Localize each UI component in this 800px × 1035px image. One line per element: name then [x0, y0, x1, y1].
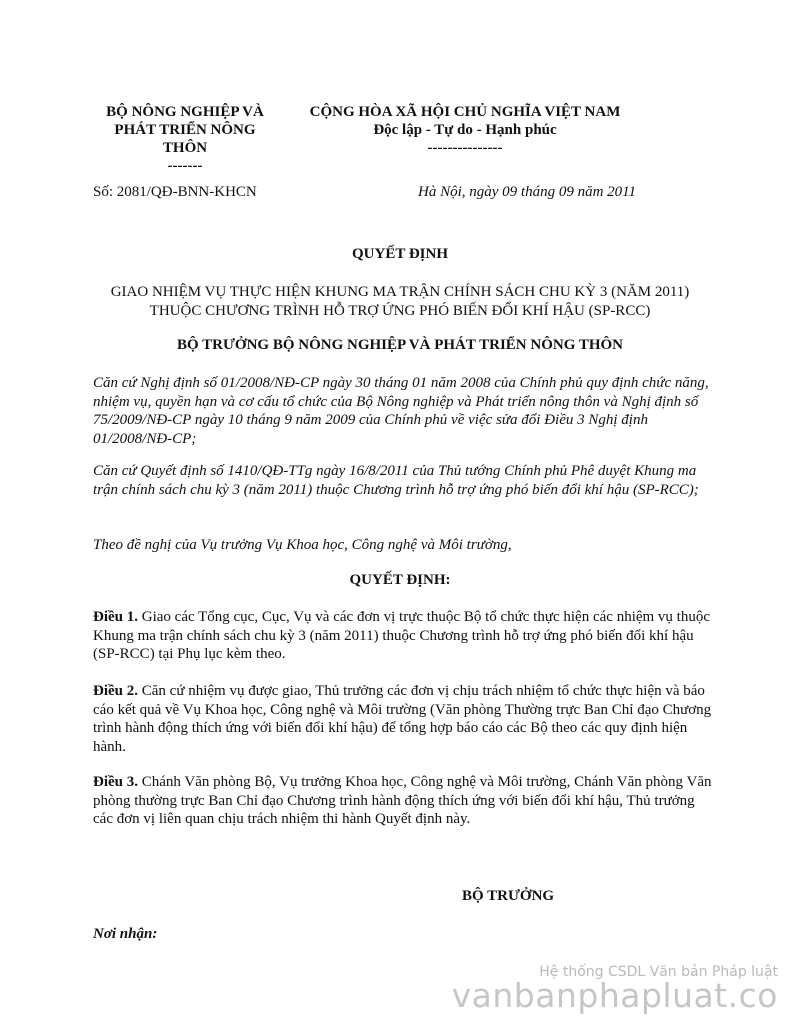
article-3-text: Chánh Văn phòng Bộ, Vụ trưởng Khoa học, Công nghệ và Môi trường, Chánh Văn phòng Văn phòng thường trực Ban Chỉ đạo Chương trình hành động thích ứng với biến đổi khí hậu, Thủ trưởng các đơn vị liên quan chịu trách nhiệm thi hành Quyết định này. — [93, 774, 712, 827]
article-2-text: Căn cứ nhiệm vụ được giao, Thủ trưởng các đơn vị chịu trách nhiệm tổ chức thực hiện và báo cáo kết quả về Vụ Khoa học, Công nghệ và Môi trường (Văn phòng Thường trực Ban Chỉ đạo Chương trình hành động thích ứng với biến đổi khí hậu) để tổng hợp báo cáo các Bộ theo các quy định hiện hành. — [93, 683, 712, 755]
preamble-3: Theo đề nghị của Vụ trưởng Vụ Khoa học, Công nghệ và Môi trường, — [93, 537, 512, 553]
article-3 — [93, 773, 718, 829]
recipients-label: Nơi nhận: — [93, 926, 158, 942]
preamble-1: Căn cứ Nghị định số 01/2008/NĐ-CP ngày 30 tháng 01 năm 2008 của Chính phủ quy định chức năng, nhiệm vụ, quyền hạn và cơ cấu tổ chức của Bộ Nông nghiệp và Phát triển nông thôn và Nghị định số 75/2009/NĐ-CP ngày 10 tháng 9 năm 2009 của Chính phủ về việc sửa đổi Điều 3 Nghị định 01/2008/NĐ-CP; — [93, 375, 709, 447]
agency-line-3: THÔN — [162, 140, 208, 156]
place-date: Hà Nội, ngày 09 tháng 09 năm 2011 — [418, 184, 637, 200]
article-3-label: Điều 3. — [93, 774, 138, 790]
article-2-label: Điều 2. — [93, 683, 138, 699]
country-name: CỘNG HÒA XÃ HỘI CHỦ NGHĨA VIỆT NAM — [309, 104, 621, 120]
minister-heading: BỘ TRƯỞNG BỘ NÔNG NGHIỆP VÀ PHÁT TRIỂN NÔNG THÔN — [176, 337, 624, 353]
document-title: QUYẾT ĐỊNH — [352, 246, 448, 262]
subtitle-line-2: THUỘC CHƯƠNG TRÌNH HỖ TRỢ ỨNG PHÓ BIẾN ĐỔI KHÍ HẬU (SP-RCC) — [149, 303, 651, 319]
agency-separator: ------- — [167, 158, 203, 174]
watermark-caption: Hệ thống CSDL Văn bản Pháp luật — [539, 964, 778, 980]
subtitle-line-1: GIAO NHIỆM VỤ THỰC HIỆN KHUNG MA TRẬN CHÍNH SÁCH CHU KỲ 3 (NĂM 2011) — [110, 284, 690, 300]
document-number: Số: 2081/QĐ-BNN-KHCN — [93, 184, 257, 200]
agency-line-2: PHÁT TRIỂN NÔNG — [114, 122, 256, 138]
document-subtitle — [90, 283, 710, 321]
issuing-agency — [90, 103, 280, 175]
watermark-site: vanbanphapluat.co — [451, 976, 778, 1015]
article-1-text: Giao các Tổng cục, Cục, Vụ và các đơn vị trực thuộc Bộ tổ chức thực hiện các nhiệm vụ thuộc Khung ma trận chính sách chu kỳ 3 (năm 2011) thuộc Chương trình hỗ trợ ứng phó biến đổi khí hậu (SP-RCC) tại Phụ lục kèm theo. — [93, 609, 711, 662]
preamble-2: Căn cứ Quyết định số 1410/QĐ-TTg ngày 16/8/2011 của Thủ tướng Chính phủ Phê duyệt Khung ma trận chính sách chu kỳ 3 (năm 2011) thuộc Chương trình hỗ trợ ứng phó biến đổi khí hậu (SP-RCC); — [93, 463, 699, 498]
motto-separator: --------------- — [427, 140, 503, 156]
signature-title: BỘ TRƯỞNG — [462, 888, 555, 904]
national-header — [290, 103, 640, 157]
motto: Độc lập - Tự do - Hạnh phúc — [373, 122, 557, 138]
article-2 — [93, 682, 718, 756]
agency-line-1: BỘ NÔNG NGHIỆP VÀ — [106, 104, 264, 120]
decision-heading: QUYẾT ĐỊNH: — [349, 572, 451, 588]
article-1-label: Điều 1. — [93, 609, 138, 625]
article-1 — [93, 608, 718, 664]
